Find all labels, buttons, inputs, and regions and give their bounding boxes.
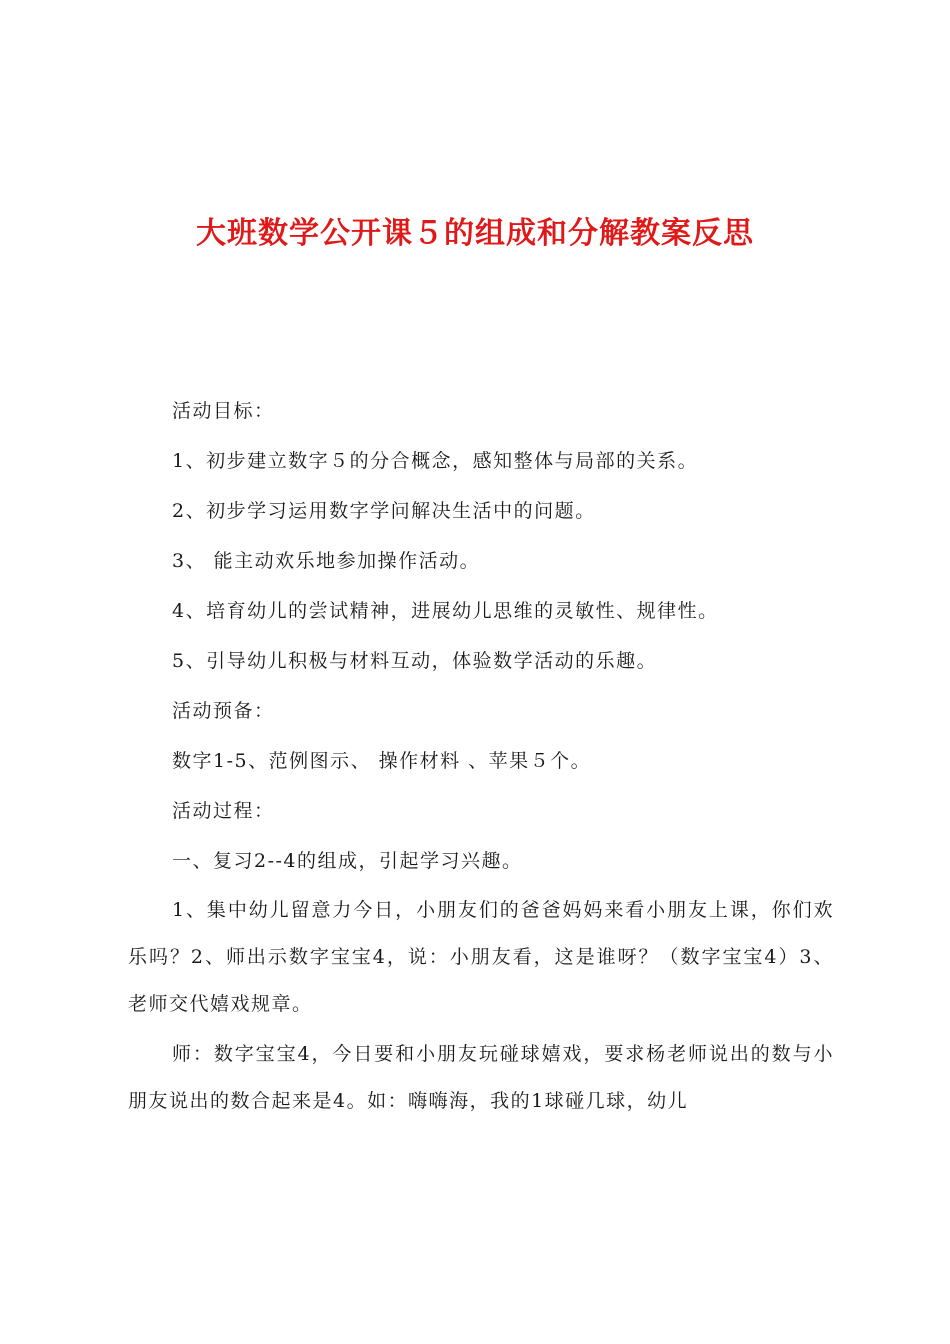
heading-preparation: 活动预备： xyxy=(172,700,275,722)
goal-item-2: 2、初步学习运用数字学问解决生活中的问题。 xyxy=(172,500,596,522)
document-body xyxy=(128,396,834,1137)
paragraph-2: 师：数字宝宝4，今日要和小朋友玩碰球嬉戏，要求杨老师说出的数与小朋友说出的数合起来是4。如：嗨嗨海，我的1球碰几球，幼儿 xyxy=(128,1043,834,1112)
heading-process: 活动过程： xyxy=(172,800,275,822)
goal-item-1: 1、初步建立数字５的分合概念，感知整体与局部的关系。 xyxy=(172,450,699,472)
goal-item-3: 3、 能主动欢乐地参加操作活动。 xyxy=(172,550,481,572)
preparation-materials: 数字1-5、范例图示、 操作材料 、苹果５个。 xyxy=(172,750,592,772)
goal-item-4: 4、培育幼儿的尝试精神，进展幼儿思维的灵敏性、规律性。 xyxy=(172,600,719,622)
paragraph-1: 1、集中幼儿留意力今日，小朋友们的爸爸妈妈来看小朋友上课，你们欢乐吗？2、师出示数字宝宝4，说：小朋友看，这是谁呀？（数字宝宝4）3、老师交代嬉戏规章。 xyxy=(128,899,834,1015)
goal-item-5: 5、引导幼儿积极与材料互动，体验数学活动的乐趣。 xyxy=(172,650,658,672)
document-title: 大班数学公开课５的组成和分解教案反思 xyxy=(196,216,754,251)
process-step-1: 一、复习2--4的组成，引起学习兴趣。 xyxy=(172,850,523,872)
heading-goals: 活动目标： xyxy=(172,400,275,422)
